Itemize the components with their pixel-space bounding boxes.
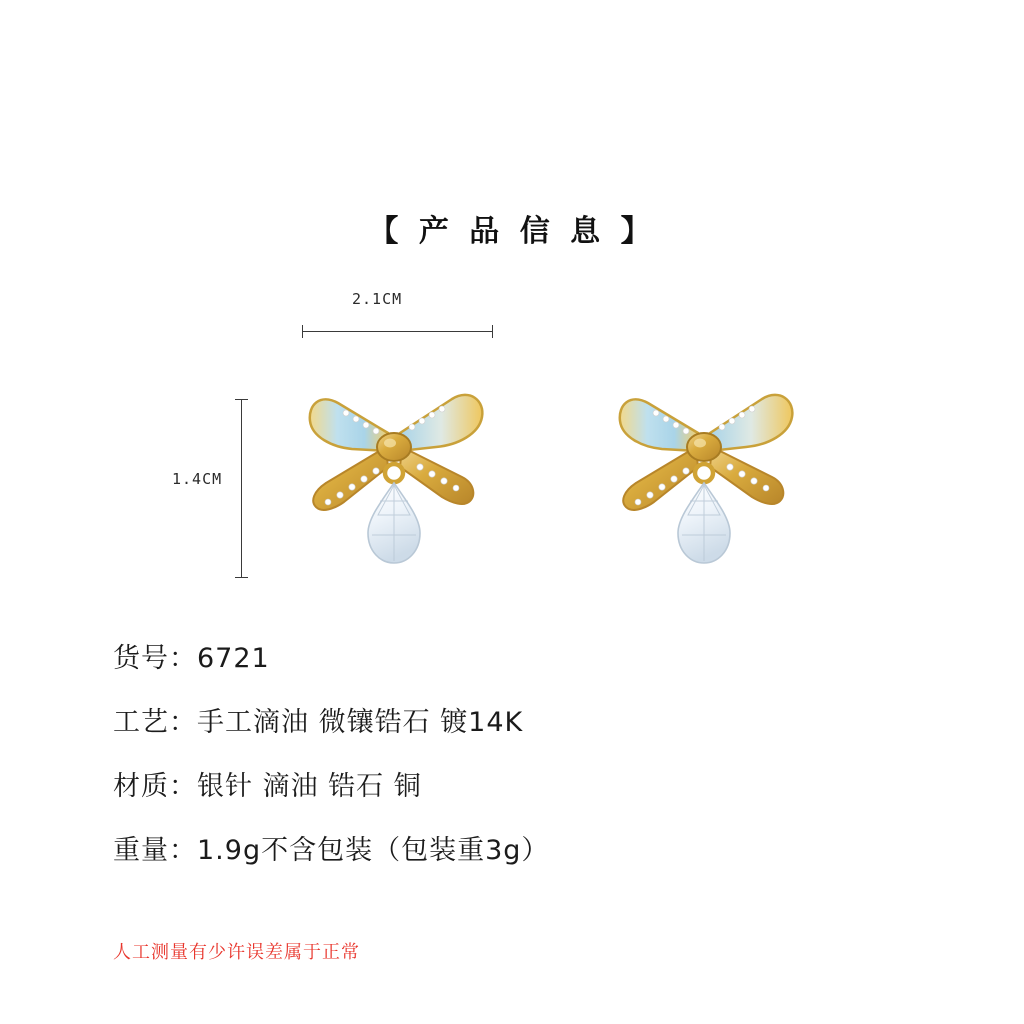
earring-left-image [280, 355, 520, 605]
spec-item-number: 货号：6721 [113, 643, 270, 674]
spec-list [113, 636, 913, 892]
height-measurement-rule [241, 399, 242, 578]
product-photo [275, 355, 815, 605]
height-measurement-label: 1.4CM [172, 470, 223, 488]
measurement-disclaimer: 人工测量有少许误差属于正常 [113, 942, 360, 963]
spec-craft: 工艺：手工滴油 微镶锆石 镀14K [113, 707, 524, 738]
width-measurement-rule [302, 331, 493, 332]
earring-right-image [590, 355, 830, 605]
spec-weight: 重量：1.9g不含包装（包装重3g） [113, 835, 550, 866]
width-measurement-label: 2.1CM [352, 290, 403, 308]
page-title: 【 产 品 信 息 】 [368, 214, 656, 249]
spec-material: 材质：银针 滴油 锆石 铜 [113, 771, 422, 802]
